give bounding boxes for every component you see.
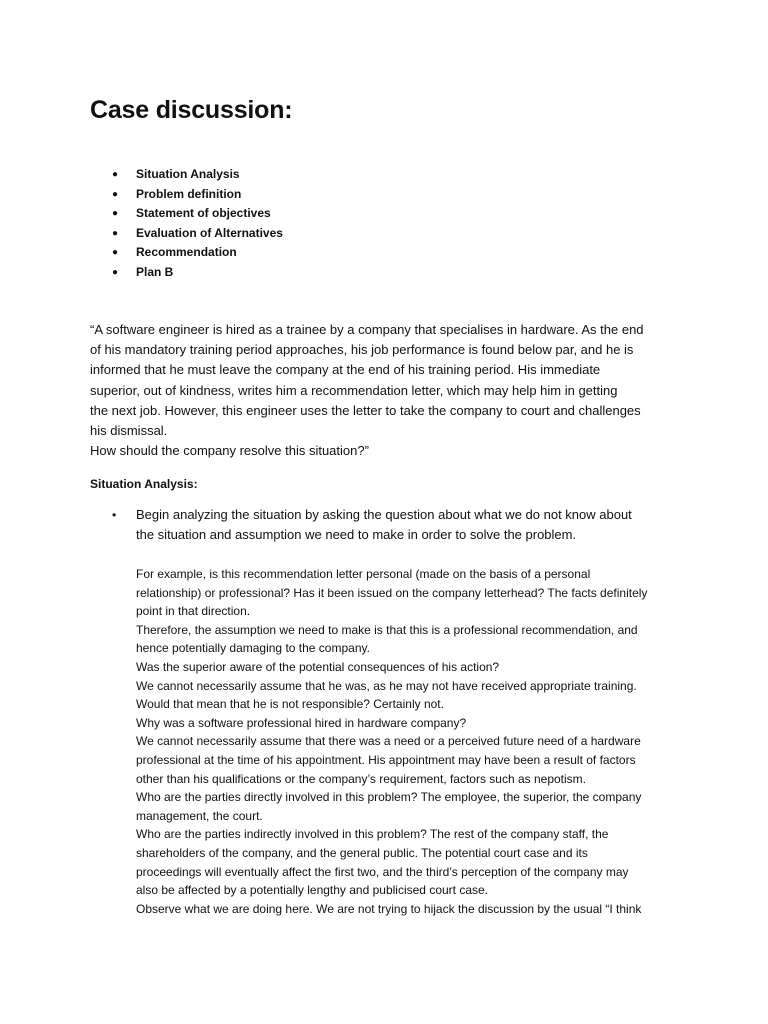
analysis-line: hence potentially damaging to the company. bbox=[136, 641, 370, 656]
analysis-line: Would that mean that he is not responsible? Certainly not. bbox=[136, 697, 444, 712]
analysis-line: other than his qualifications or the company’s requirement, factors such as nepotism. bbox=[136, 771, 587, 786]
analysis-line: professional at the time of his appointment. His appointment may have been a result of factors bbox=[136, 752, 636, 767]
bullet-icon: ● bbox=[112, 227, 119, 239]
case-quote-line: his dismissal. bbox=[90, 423, 168, 439]
bullet-icon: ● bbox=[112, 208, 119, 219]
analysis-bullet-line: the situation and assumption we need to make in order to solve the problem. bbox=[136, 527, 577, 542]
bullet-icon: ● bbox=[112, 188, 119, 200]
page-title: Case discussion: bbox=[90, 96, 293, 124]
outline-item-label: Statement of objectives bbox=[136, 206, 271, 220]
case-quote-line: How should the company resolve this situation?” bbox=[90, 443, 369, 459]
analysis-line: also be affected by a potentially lengthy and publicised court case. bbox=[136, 883, 489, 898]
analysis-line: Therefore, the assumption we need to make is that this is a professional recommendation, and bbox=[136, 622, 638, 637]
analysis-line: We cannot necessarily assume that there was a need or a perceived future need of a hardware bbox=[136, 734, 641, 749]
analysis-body bbox=[136, 565, 696, 918]
outline-item-label: Problem definition bbox=[136, 186, 242, 201]
analysis-line: Who are the parties indirectly involved in this problem? The rest of the company staff, the bbox=[136, 827, 609, 842]
case-quote-line: superior, out of kindness, writes him a recommendation letter, which may help him in getting bbox=[90, 382, 618, 398]
outline-item bbox=[112, 243, 283, 263]
analysis-line: Why was a software professional hired in hardware company? bbox=[136, 715, 467, 730]
analysis-line: For example, is this recommendation letter personal (made on the basis of a personal bbox=[136, 567, 591, 581]
outline-item bbox=[112, 224, 283, 244]
analysis-line: management, the court. bbox=[136, 808, 263, 823]
bullet-icon: ● bbox=[112, 247, 119, 258]
outline-item bbox=[112, 185, 283, 205]
case-quote-line: the next job. However, this engineer uses the letter to take the company to court and challenges bbox=[90, 402, 641, 418]
analysis-bullet-line: Begin analyzing the situation by asking the question about what we do not know about bbox=[136, 507, 632, 522]
analysis-line: shareholders of the company, and the general public. The potential court case and its bbox=[136, 845, 588, 860]
outline-item bbox=[112, 263, 283, 283]
outline-item-label: Plan B bbox=[136, 264, 174, 279]
outline-item bbox=[112, 165, 283, 185]
analysis-bullet bbox=[112, 505, 682, 545]
analysis-line: relationship) or professional? Has it been issued on the company letterhead? The facts definitely bbox=[136, 585, 648, 600]
case-quote-line: of his mandatory training period approaches, his job performance is found below par, and he is bbox=[90, 342, 634, 358]
case-quote-line: informed that he must leave the company at the end of his training period. His immediate bbox=[90, 362, 601, 378]
outline-list bbox=[112, 165, 283, 282]
analysis-line: Was the superior aware of the potential consequences of his action? bbox=[136, 659, 500, 674]
outline-item-label: Evaluation of Alternatives bbox=[136, 225, 283, 240]
outline-item-label: Situation Analysis bbox=[136, 167, 240, 181]
section-heading: Situation Analysis: bbox=[90, 477, 198, 491]
bullet-icon: ● bbox=[112, 169, 119, 180]
analysis-line: We cannot necessarily assume that he was, as he may not have received appropriate training. bbox=[136, 678, 637, 693]
bullet-icon: • bbox=[112, 508, 117, 522]
analysis-line: Who are the parties directly involved in this problem? The employee, the superior, the company bbox=[136, 790, 642, 805]
analysis-bullet-text bbox=[136, 505, 682, 545]
analysis-line: Observe what we are doing here. We are not trying to hijack the discussion by the usual “I think bbox=[136, 901, 642, 916]
case-quote bbox=[90, 320, 690, 461]
analysis-line: proceedings will eventually affect the first two, and the third’s perception of the company may bbox=[136, 864, 629, 879]
outline-item bbox=[112, 204, 283, 224]
outline-item-label: Recommendation bbox=[136, 245, 237, 259]
bullet-icon: ● bbox=[112, 266, 119, 278]
case-quote-line: “A software engineer is hired as a trainee by a company that specialises in hardware. As the end bbox=[90, 322, 644, 337]
analysis-line: point in that direction. bbox=[136, 604, 251, 619]
